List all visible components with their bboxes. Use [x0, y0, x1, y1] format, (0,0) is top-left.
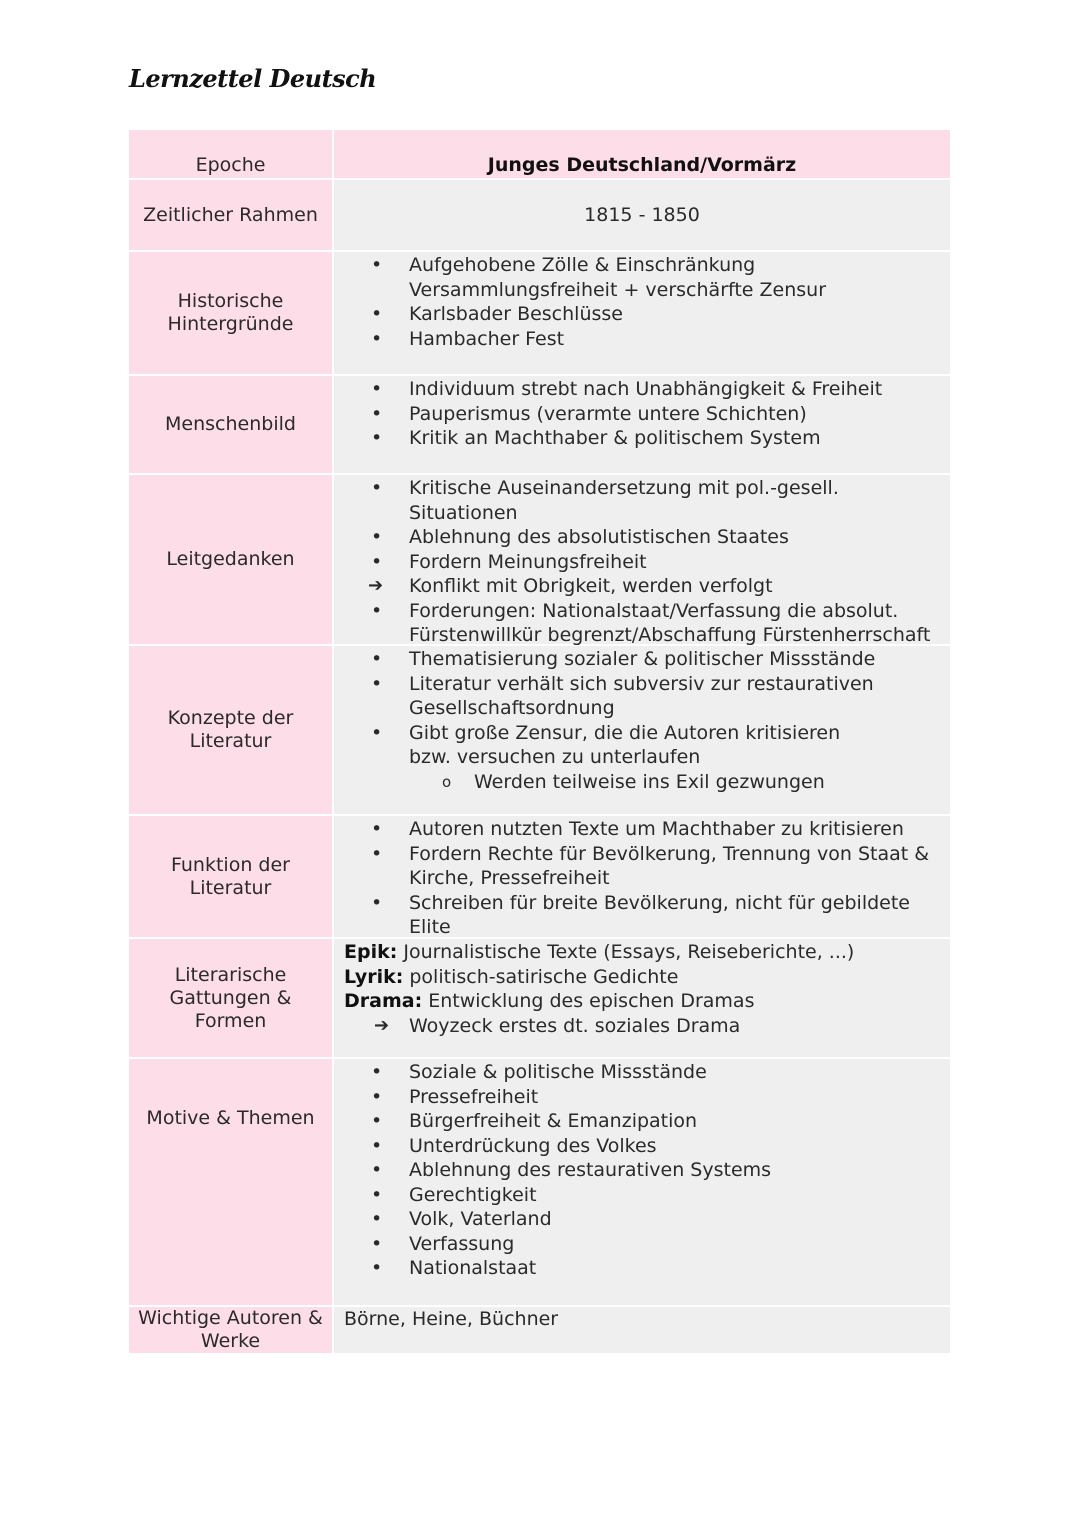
list-item: • Unterdrückung des Volkes: [344, 1134, 940, 1159]
genre-lyrik: [344, 965, 940, 990]
label-autoren: [129, 1307, 332, 1353]
list-item: • Bürgerfreiheit & Emanzipation: [344, 1109, 940, 1134]
list-item: • Kritische Auseinandersetzung mit pol.-gesell. Situationen: [344, 476, 940, 525]
label-line: Funktion der: [171, 853, 290, 876]
list-item: • Fordern Rechte für Bevölkerung, Trennung von Staat & Kirche, Pressefreiheit: [344, 842, 940, 891]
table-row-funktion: [129, 816, 950, 939]
list-item: • Verfassung: [344, 1232, 940, 1257]
label-motive: Motive & Themen: [129, 1059, 332, 1305]
label-funktion: [129, 816, 332, 937]
epoch-table: [129, 130, 950, 1353]
genre-key: Lyrik:: [344, 965, 404, 988]
label-gattungen: [129, 939, 332, 1057]
label-line: Werke: [200, 1330, 261, 1352]
label-line: Historische: [177, 290, 284, 312]
value-funktion: [334, 816, 950, 937]
genre-key: Drama:: [344, 990, 423, 1012]
value-menschenbild: [334, 376, 950, 473]
list-item: • Soziale & politische Missstände: [344, 1060, 940, 1085]
table-row-header: [129, 130, 950, 180]
label-menschenbild: Menschenbild: [129, 376, 332, 473]
label-historische: [129, 252, 332, 374]
label-line: Literatur: [189, 876, 272, 899]
genre-drama-note: ➔ Woyzeck erstes dt. soziales Drama: [344, 1014, 940, 1039]
table-row-leitgedanken: [129, 475, 950, 646]
list-item: • Individuum strebt nach Unabhängigkeit & Freiheit: [344, 377, 940, 402]
list-item: • Ablehnung des absolutistischen Staates: [344, 525, 940, 550]
table-row-zeitlicher-rahmen: [129, 180, 950, 252]
list-item: • Thematisierung sozialer & politischer Missstände: [344, 647, 880, 672]
list-item: • Ablehnung des restaurativen Systems: [344, 1158, 940, 1183]
table-row-historische: [129, 252, 950, 376]
value-motive: [334, 1059, 950, 1305]
genre-value: Entwicklung des epischen Dramas: [428, 990, 755, 1012]
list-subitem: o Werden teilweise ins Exil gezwungen: [344, 770, 880, 795]
list-item: • Aufgehobene Zölle & Einschränkung Versammlungsfreiheit + verschärfte Zensur: [344, 253, 830, 302]
list-item: • Pressefreiheit: [344, 1085, 940, 1110]
genre-value: politisch-satirische Gedichte: [409, 965, 679, 988]
value-gattungen: [334, 939, 950, 1057]
table-row-gattungen: [129, 939, 950, 1059]
list-item: • Nationalstaat: [344, 1256, 940, 1281]
genre-key: Epik:: [344, 941, 398, 963]
label-line: Hintergründe: [167, 313, 294, 335]
value-epoche: Junges Deutschland/Vormärz: [334, 130, 950, 178]
label-line: Wichtige Autoren &: [138, 1307, 323, 1329]
table-row-autoren: [129, 1307, 950, 1353]
label-line: Gattungen &: [169, 986, 292, 1009]
list-item: • Schreiben für breite Bevölkerung, nicht für gebildete Elite: [344, 891, 940, 940]
list-item: • Literatur verhält sich subversiv zur restaurativen Gesellschaftsordnung: [344, 672, 880, 721]
page-title: Lernzettel Deutsch: [129, 64, 377, 93]
label-leitgedanken: Leitgedanken: [129, 475, 332, 644]
list-item: • Pauperismus (verarmte untere Schichten): [344, 402, 940, 427]
value-leitgedanken: [334, 475, 950, 644]
list-item: • Kritik an Machthaber & politischem System: [344, 426, 940, 451]
list-item-arrow: ➔ Konflikt mit Obrigkeit, werden verfolgt: [344, 574, 940, 599]
value-zeitlicher-rahmen: 1815 - 1850: [334, 180, 950, 250]
list-item: • Hambacher Fest: [344, 327, 830, 352]
list-item: • Fordern Meinungsfreiheit: [344, 550, 940, 575]
table-row-motive: [129, 1059, 950, 1307]
label-line: Literatur: [189, 730, 272, 752]
label-line: Konzepte der: [167, 707, 294, 729]
genre-drama: [344, 989, 940, 1014]
value-autoren: Börne, Heine, Büchner: [334, 1307, 950, 1353]
label-line: Formen: [194, 1009, 267, 1032]
list-item: • Gibt große Zensur, die die Autoren kritisieren bzw. versuchen zu unterlaufen: [344, 721, 880, 770]
genre-value: Journalistische Texte (Essays, Reiseberichte, ...): [403, 941, 855, 963]
value-konzepte: [334, 646, 950, 814]
list-item: • Gerechtigkeit: [344, 1183, 940, 1208]
label-zeitlicher-rahmen: Zeitlicher Rahmen: [129, 180, 332, 250]
label-line: Literarische: [174, 963, 287, 986]
list-item: • Forderungen: Nationalstaat/Verfassung die absolut. Fürstenwillkür begrenzt/Abschaffung Fürstenherrschaft: [344, 599, 940, 648]
genre-epik: [344, 940, 940, 965]
label-epoche: Epoche: [129, 130, 332, 178]
table-row-konzepte: [129, 646, 950, 816]
list-item: • Volk, Vaterland: [344, 1207, 940, 1232]
label-konzepte: [129, 646, 332, 814]
list-item: • Karlsbader Beschlüsse: [344, 302, 830, 327]
list-item: • Autoren nutzten Texte um Machthaber zu kritisieren: [344, 817, 940, 842]
value-historische: [334, 252, 950, 374]
table-row-menschenbild: [129, 376, 950, 475]
